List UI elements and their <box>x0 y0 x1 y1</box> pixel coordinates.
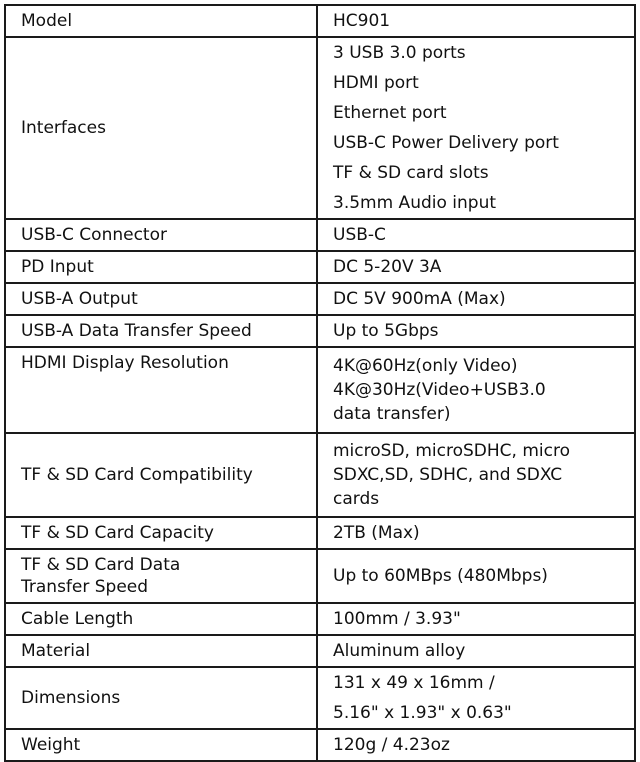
label-text: TF & SD Card Data <box>21 555 181 575</box>
label-cell <box>5 603 317 635</box>
value-text: microSD, microSDHC, micro <box>333 441 570 461</box>
value-text: SDXC,SD, SDHC, and SDXC <box>333 465 563 485</box>
label-cell <box>5 667 317 729</box>
label-text: HDMI Display Resolution <box>21 353 229 373</box>
value-text: 3.5mm Audio input <box>333 193 497 213</box>
value-text: 3 USB 3.0 ports <box>333 43 466 63</box>
value-cell <box>317 433 635 517</box>
value-cell <box>317 603 635 635</box>
value-cell <box>317 549 635 603</box>
value-cell <box>317 37 635 219</box>
label-cell <box>5 315 317 347</box>
table-row <box>5 549 635 603</box>
label-cell <box>5 549 317 603</box>
label-text: Interfaces <box>21 118 106 138</box>
table-row <box>5 667 635 729</box>
label-text: Transfer Speed <box>21 577 149 597</box>
label-text: TF & SD Card Capacity <box>21 523 214 543</box>
value-text: DC 5-20V 3A <box>333 257 442 277</box>
label-text: Weight <box>21 735 81 755</box>
value-text: DC 5V 900mA (Max) <box>333 289 506 309</box>
value-text: Ethernet port <box>333 103 447 123</box>
label-text: PD Input <box>21 257 94 277</box>
table-row <box>5 433 635 517</box>
label-text: USB-C Connector <box>21 225 167 245</box>
label-cell <box>5 219 317 251</box>
value-text: 5.16" x 1.93" x 0.63" <box>333 703 512 723</box>
label-cell <box>5 251 317 283</box>
label-cell <box>5 433 317 517</box>
table-row <box>5 729 635 761</box>
value-cell <box>317 315 635 347</box>
table-row <box>5 37 635 219</box>
value-text: 131 x 49 x 16mm / <box>333 673 495 693</box>
table-row <box>5 219 635 251</box>
label-text: USB-A Output <box>21 289 138 309</box>
label-cell <box>5 729 317 761</box>
table-row <box>5 315 635 347</box>
value-text: Up to 60MBps (480Mbps) <box>333 566 548 586</box>
value-cell <box>317 251 635 283</box>
table-row <box>5 603 635 635</box>
value-text: cards <box>333 489 380 509</box>
table-row <box>5 5 635 37</box>
value-text: 120g / 4.23oz <box>333 735 450 755</box>
label-cell <box>5 517 317 549</box>
value-text: 4K@30Hz(Video+USB3.0 <box>333 380 546 400</box>
label-text: USB-A Data Transfer Speed <box>21 321 252 341</box>
table-row <box>5 251 635 283</box>
label-text: Dimensions <box>21 688 121 708</box>
label-cell <box>5 347 317 433</box>
value-text: USB-C Power Delivery port <box>333 133 559 153</box>
label-text: Cable Length <box>21 609 134 629</box>
value-cell <box>317 517 635 549</box>
label-text: Model <box>21 11 73 31</box>
value-text: Up to 5Gbps <box>333 321 439 341</box>
label-cell <box>5 635 317 667</box>
label-text: TF & SD Card Compatibility <box>21 465 253 485</box>
value-text: HC901 <box>333 11 391 31</box>
label-cell <box>5 37 317 219</box>
value-cell <box>317 635 635 667</box>
table-row <box>5 347 635 433</box>
value-text: Aluminum alloy <box>333 641 466 661</box>
table-row <box>5 517 635 549</box>
value-cell <box>317 729 635 761</box>
value-text: TF & SD card slots <box>333 163 489 183</box>
label-cell <box>5 5 317 37</box>
value-cell <box>317 667 635 729</box>
value-text: 4K@60Hz(only Video) <box>333 356 518 376</box>
value-cell <box>317 5 635 37</box>
value-text: USB-C <box>333 225 386 245</box>
table-row <box>5 635 635 667</box>
label-cell <box>5 283 317 315</box>
value-cell <box>317 347 635 433</box>
value-text: 2TB (Max) <box>333 523 420 543</box>
value-cell <box>317 219 635 251</box>
value-text: data transfer) <box>333 404 451 424</box>
table-row <box>5 283 635 315</box>
spec-table <box>4 4 636 762</box>
value-text: 100mm / 3.93" <box>333 609 461 629</box>
label-text: Material <box>21 641 91 661</box>
value-text: HDMI port <box>333 73 419 93</box>
value-cell <box>317 283 635 315</box>
